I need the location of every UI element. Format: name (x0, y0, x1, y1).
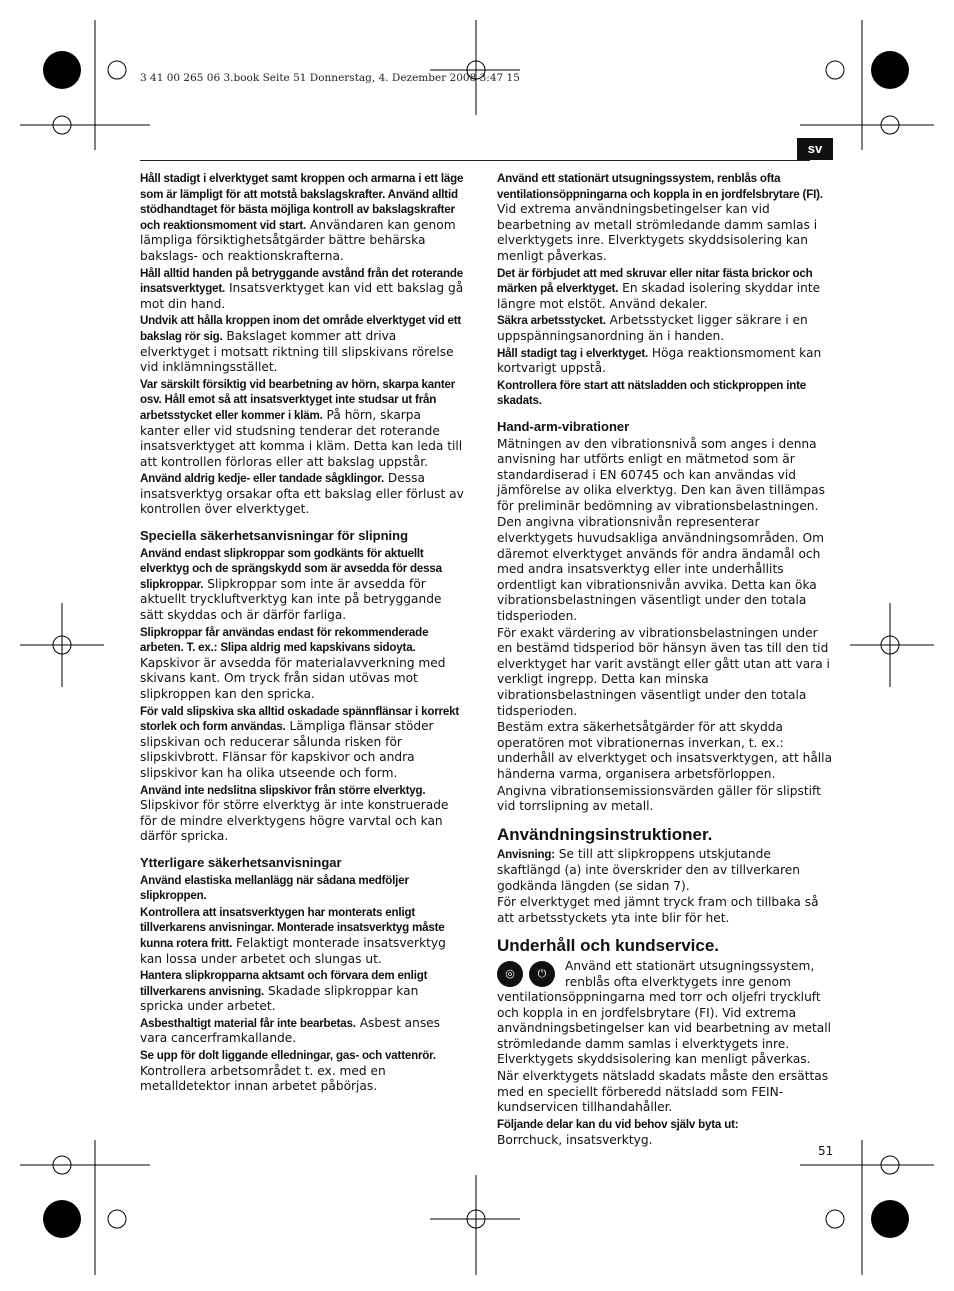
paragraph: För exakt värdering av vibrationsbelastningen under en bestämd tidsperiod bör hänsyn även tas till den tid elverktyget har varit avstängt eller gått utan att vara i verkligt ingrepp. Detta kan minska vibrationsbelastningen väsentligt under den totala tidsperioden. (497, 625, 830, 718)
maintenance-icons (497, 961, 555, 987)
header-rule (140, 160, 810, 161)
unplug-icon: ⏻ (529, 961, 555, 987)
section-heading: Ytterligare säkerhetsanvisningar (140, 854, 342, 870)
paragraph: Kontrollera att insatsverktygen har monterats enligt tillverkarens anvisningar. Monterade insatsverktyg måste kunna rotera fritt. Felaktigt monterade insatsverktyg kan lossa under arbetet och slungas ut. (140, 905, 446, 966)
paragraph: Bestäm extra säkerhetsåtgärder för att skydda operatören mot vibrationernas inverkan, t. ex.: underhåll av elverktyget och insatsverktygen, att hålla händerna varma, organisera arbetsförloppen. (497, 720, 833, 781)
paragraph: Använd aldrig kedje- eller tandade sågklingor. Dessa insatsverktyg orsakar ofta ett bakslag eller förlust av kontrollen över elverktyget. (140, 471, 464, 517)
paragraph: För vald slipskiva ska alltid oskadade spännflänsar i korrekt storlek och form användas. Lämpliga flänsar stöder slipskivan och reducerar sålunda risken för slipskivbrott. Flänsar för kapskivor och andra slipskivor kan ha olika utseende och form. (140, 704, 460, 780)
paragraph: När elverktygets nätsladd skadats måste den ersättas med en speciellt förberedd nätsladd som FEIN-kundservicen tillhandahåller. (497, 1069, 829, 1115)
paragraph: Anvisning: Se till att slipkroppens utskjutande skaftlängd (a) inte överskrider den av tillverkaren godkända längden (se sidan 7). (497, 847, 800, 893)
paragraph: Det är förbjudet att med skruvar eller nitar fästa brickor och märken på elverktyget. En skadad isolering skyddar inte längre mot elstöt. Använd dekaler. (497, 266, 821, 311)
paragraph: Borrchuck, insatsverktyg. (497, 1133, 653, 1148)
right-column (497, 171, 833, 1150)
paragraph: För elverktyget med jämnt tryck fram och tillbaka så att arbetsstyckets yta inte blir för het. (497, 895, 819, 925)
paragraph: Kontrollera före start att nätsladden och stickproppen inte skadats. (497, 378, 807, 408)
language-badge: sv (797, 138, 833, 160)
paragraph: Asbesthaltigt material får inte bearbetas. Asbest anses vara cancerframkallande. (140, 1015, 441, 1046)
paragraph: Angivna vibrationsemissionsvärden gäller för slipstift vid torrslipning av metall. (497, 783, 821, 814)
left-column (140, 171, 464, 1096)
paragraph: Säkra arbetsstycket. Arbetsstycket ligger säkrare i en uppspänningsanordning än i handen. (497, 313, 808, 343)
file-header: 3 41 00 265 06 3.book Seite 51 Donnerstag, 4. Dezember 2008 3:47 15 (140, 72, 520, 84)
section-heading: Hand-arm-vibrationer (497, 418, 630, 434)
paragraph: Hantera slipkropparna aktsamt och förvara dem enligt tillverkarens anvisning. Skadade slipkroppar kan spricka under arbetet. (140, 969, 428, 1014)
section-heading: Speciella säkerhetsanvisningar för slipning (140, 528, 409, 544)
page-number: 51 (818, 1144, 834, 1158)
paragraph: Följande delar kan du vid behov själv byta ut: (497, 1117, 739, 1131)
paragraph: Undvik att hålla kroppen inom det område elverktyget vid ett bakslag rör sig. Bakslaget kommer att driva elverktyget i motsatt riktning till slipskivans rörelse vid inklämningsstället. (140, 314, 462, 375)
section-heading: Underhåll och kundservice. (497, 936, 720, 956)
paragraph: Använd inte nedslitna slipskivor från större elverktyg. Slipskivor för större elverktyg är inte konstruerade för de mindre elverktygens högre varvtal och kan därför spricka. (140, 783, 449, 844)
paragraph: Var särskilt försiktig vid bearbetning av hörn, skarpa kanter osv. Håll emot så att insatsverktyget inte studsar ut från arbetsstycket eller kommer i kläm. På hörn, skarpa kanter eller vid studsning tenderar det roterande insatsverktyget att komma i kläm. Detta kan leda till att kontrollen förloras eller att bakslag uppstår. (140, 377, 463, 469)
paragraph: Håll stadigt tag i elverktyget. Höga reaktionsmoment kan kortvarigt uppstå. (497, 345, 822, 376)
paragraph: Använd endast slipkroppar som godkänts för aktuellt elverktyg och de sprängskydd som är avsedda för dessa slipkroppar. Slipkroppar som inte är avsedda för aktuellt tryckluftverktyg kan inte på betryggande sätt skyddas och är därför farliga. (140, 546, 442, 623)
paragraph: Håll alltid handen på betryggande avstånd från det roterande insatsverktyget. Insatsverktyget kan vid ett bakslag gå mot din hand. (140, 266, 464, 311)
paragraph: Mätningen av den vibrationsnivå som anges i denna anvisning har utförts enligt en mätmetod som är standardiserad i EN 60745 och kan användas vid jämförelse av olika elverktyg. Den kan även tillämpas för preliminär bedömning av vibrationsbelastningen. (497, 436, 825, 513)
paragraph: Se upp för dolt liggande elledningar, gas- och vattenrör. Kontrollera arbetsområdet t. ex. med en metalldetektor innan arbetet påbörjas. (140, 1049, 436, 1094)
paragraph: Använd ett stationärt utsugningssystem, renblås ofta elverktygets inre genom ventilationsöppningarna med torr och oljefri tryckluft och koppla in en jordfelsbrytare (FI). Vid extrema användningsbetingelser kan vid bearbetning av metall strömledande damm samlas i elverktygets inre. Elverktygets skyddsisolering kan menligt påverkas. (497, 958, 831, 1067)
section-heading: Användningsinstruktioner. (497, 824, 713, 844)
paragraph: Håll stadigt i elverktyget samt kroppen och armarna i ett läge som är lämpligt för att motstå bakslagskrafter. Använd alltid stödhandtaget för bästa möjliga kontroll av bakslagskrafter och reaktionsmoment vid start. Användaren kan genom lämpliga försiktighetsåtgärder bättre behärska bakslags- och reaktionskrafterna. (140, 172, 464, 263)
paragraph: Den angivna vibrationsnivån representerar elverktygets huvudsakliga användningsområden. Om däremot elverktyget används för andra ändamål och med andra insatsverktyg eller inte underhållits ordentligt kan vibrationsnivån avvika. Detta kan öka vibrationsbelastningen väsentligt under den totala tidsperioden. (497, 515, 824, 624)
goggles-icon: ◎ (497, 961, 523, 987)
paragraph: Använd ett stationärt utsugningssystem, renblås ofta ventilationsöppningarna och koppla in en jordfelsbrytare (FI). Vid extrema användningsbetingelser kan vid bearbetning av metall strömledande damm samlas i elverktygets inre. Elverktygets skyddsisolering kan menligt påverkas. (497, 172, 823, 263)
paragraph: Använd elastiska mellanlägg när sådana medföljer slipkroppen. (140, 873, 409, 903)
paragraph: Slipkroppar får användas endast för rekommenderade arbeten. T. ex.: Slipa aldrig med kapskivans sidoyta. Kapskivor är avsedda för materialavverkning med skivans kant. Om tryck från sidan utövas mot slipkroppen kan den spricka. (140, 625, 446, 701)
